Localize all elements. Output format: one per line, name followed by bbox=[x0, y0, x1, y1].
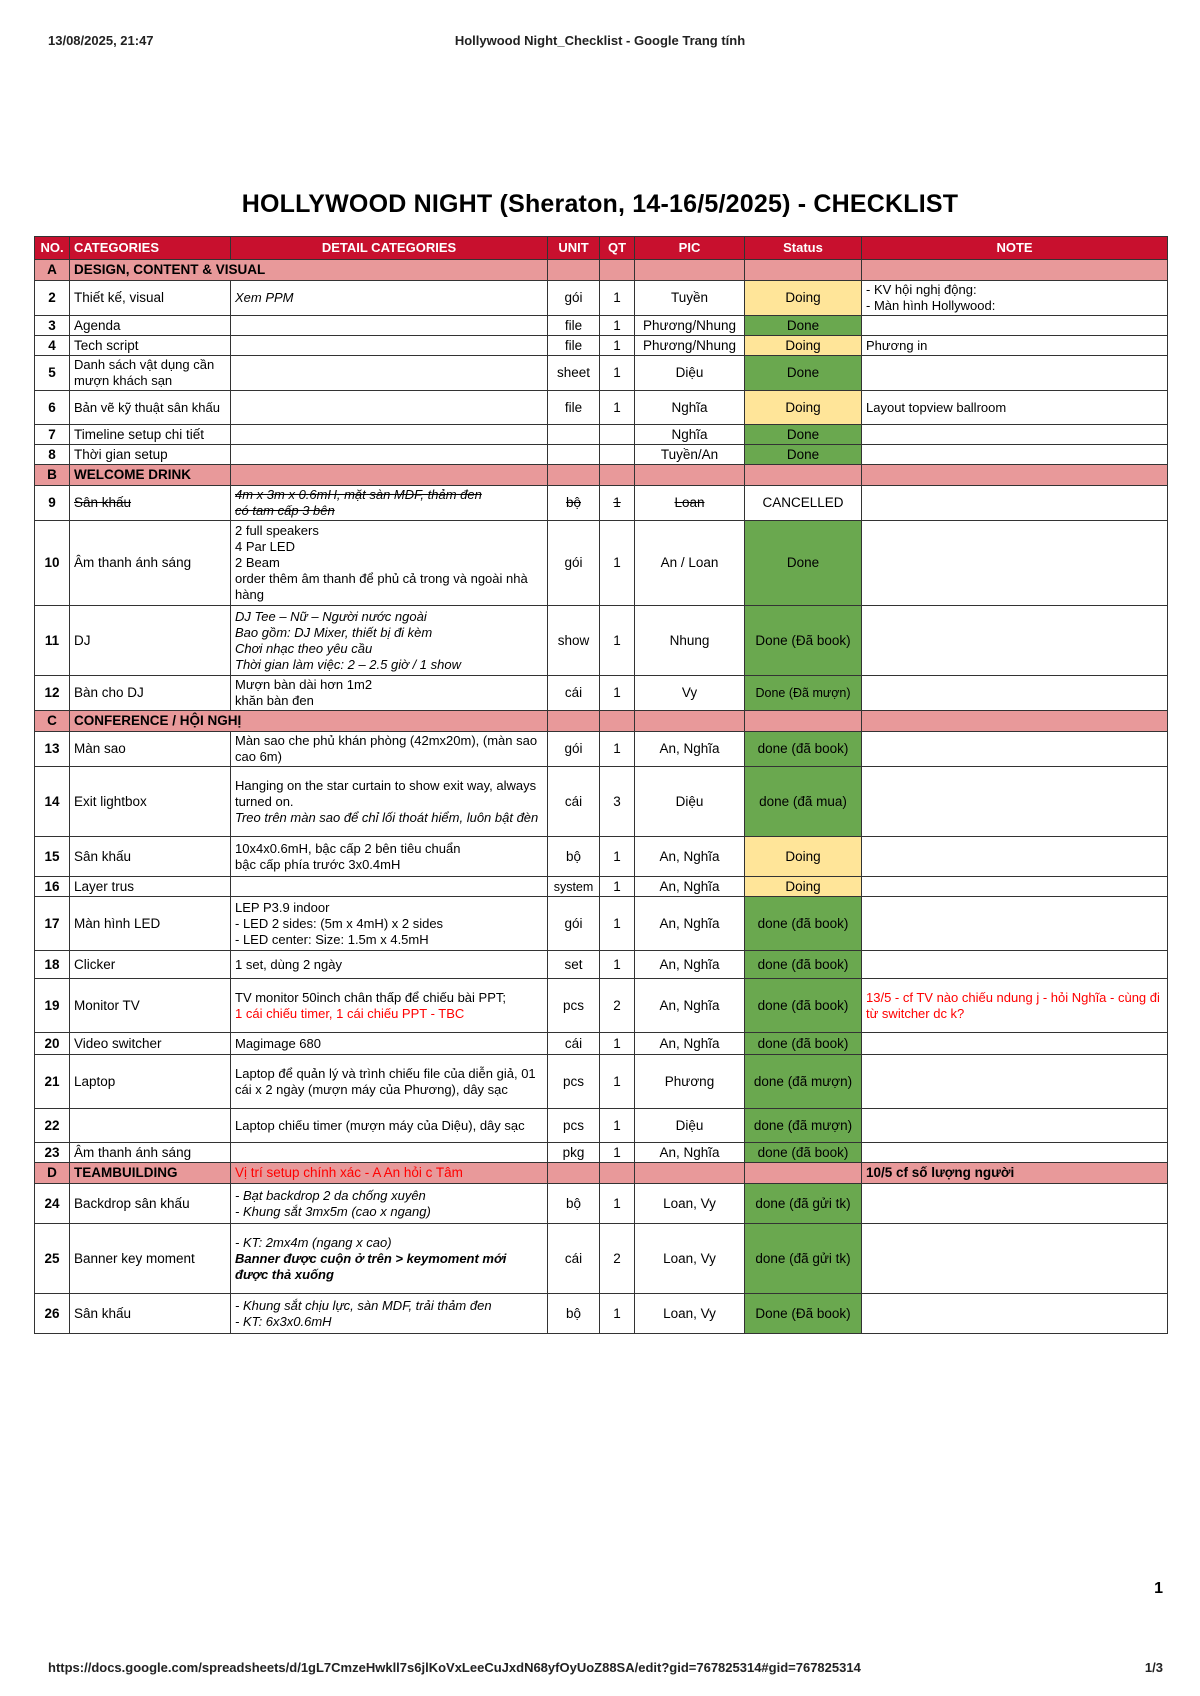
table-row bbox=[35, 521, 1168, 606]
row-unit[interactable]: gói bbox=[548, 897, 600, 951]
row-no[interactable]: 15 bbox=[35, 837, 70, 877]
table-row bbox=[35, 676, 1168, 711]
detail-line: - KT: 2mx4m (ngang x cao) bbox=[235, 1234, 392, 1250]
row-status[interactable]: done (đã book) bbox=[745, 979, 862, 1033]
row-qt[interactable]: 1 bbox=[600, 1294, 635, 1334]
row-qt[interactable]: 1 bbox=[600, 951, 635, 979]
row-pic[interactable]: An, Nghĩa bbox=[635, 979, 745, 1033]
row-unit[interactable]: pcs bbox=[548, 1055, 600, 1109]
row-status[interactable]: Done bbox=[745, 356, 862, 391]
row-detail[interactable]: Laptop chiếu timer (mượn máy của Diệu), dây sạc bbox=[231, 1109, 548, 1143]
row-status[interactable]: Doing bbox=[745, 877, 862, 897]
row-no[interactable]: 22 bbox=[35, 1109, 70, 1143]
row-note[interactable] bbox=[862, 767, 1168, 837]
row-note[interactable] bbox=[862, 281, 1168, 316]
row-category[interactable] bbox=[70, 1109, 231, 1143]
row-no[interactable]: 11 bbox=[35, 606, 70, 676]
row-unit[interactable]: pcs bbox=[548, 1109, 600, 1143]
row-note[interactable] bbox=[862, 486, 1168, 521]
table-row bbox=[35, 606, 1168, 676]
detail-line: Banner được cuộn ở trên > keymoment mới được thả xuống bbox=[235, 1250, 507, 1282]
row-no[interactable]: 2 bbox=[35, 281, 70, 316]
row-qt[interactable]: 1 bbox=[600, 336, 635, 356]
row-pic[interactable]: Nghĩa bbox=[635, 391, 745, 425]
row-category[interactable]: Âm thanh ánh sáng bbox=[70, 521, 231, 606]
row-no[interactable]: 24 bbox=[35, 1184, 70, 1224]
row-no[interactable]: 6 bbox=[35, 391, 70, 425]
row-category[interactable]: Clicker bbox=[70, 951, 231, 979]
row-unit[interactable]: show bbox=[548, 606, 600, 676]
table-row bbox=[35, 445, 1168, 465]
col-header-no[interactable]: NO. bbox=[35, 237, 70, 260]
row-category[interactable]: Màn hình LED bbox=[70, 897, 231, 951]
row-unit[interactable] bbox=[548, 425, 600, 445]
table-row bbox=[35, 951, 1168, 979]
row-unit[interactable]: file bbox=[548, 316, 600, 336]
detail-line: - Khung sắt chịu lực, sàn MDF, trải thảm đen bbox=[235, 1297, 492, 1313]
footer-url: https://docs.google.com/spreadsheets/d/1gL7CmzeHwkll7s6jlKoVxLeeCuJxdN68yfOyUoZ88SA/edit?gid=767825314#gid=767825314 bbox=[48, 1660, 861, 1675]
row-category[interactable]: Layer trus bbox=[70, 877, 231, 897]
section-name[interactable]: CONFERENCE / HỘI NGHỊ bbox=[70, 711, 548, 732]
row-status[interactable]: Doing bbox=[745, 281, 862, 316]
section-row-d bbox=[35, 1163, 1168, 1184]
row-category[interactable]: Agenda bbox=[70, 316, 231, 336]
row-unit[interactable]: bộ bbox=[548, 837, 600, 877]
row-detail[interactable] bbox=[231, 356, 548, 391]
row-qt[interactable]: 1 bbox=[600, 1143, 635, 1163]
footer-page-count: 1/3 bbox=[1144, 1660, 1163, 1675]
row-unit[interactable]: set bbox=[548, 951, 600, 979]
row-qt[interactable]: 1 bbox=[600, 877, 635, 897]
detail-line: Mượn bàn dài hơn 1m2 bbox=[235, 677, 373, 692]
detail-line: order thêm âm thanh để phủ cả trong và ngoài nhà hàng bbox=[235, 571, 528, 602]
row-status[interactable]: done (đã gửi tk) bbox=[745, 1184, 862, 1224]
row-detail[interactable] bbox=[231, 676, 548, 711]
detail-line: Chơi nhạc theo yêu cầu bbox=[235, 640, 373, 656]
row-category[interactable]: Âm thanh ánh sáng bbox=[70, 1143, 231, 1163]
row-pic[interactable]: Loan, Vy bbox=[635, 1224, 745, 1294]
row-no[interactable]: 23 bbox=[35, 1143, 70, 1163]
detail-line: Hanging on the star curtain to show exit way, always turned on. bbox=[235, 777, 537, 809]
row-unit[interactable]: cái bbox=[548, 676, 600, 711]
row-qt[interactable]: 1 bbox=[600, 1055, 635, 1109]
row-no[interactable]: 9 bbox=[35, 486, 70, 521]
row-note[interactable] bbox=[862, 1143, 1168, 1163]
row-status[interactable]: done (đã mượn) bbox=[745, 1055, 862, 1109]
row-pic[interactable]: An, Nghĩa bbox=[635, 877, 745, 897]
row-qt[interactable]: 3 bbox=[600, 767, 635, 837]
detail-line: - LED 2 sides: (5m x 4mH) x 2 sides bbox=[235, 915, 444, 931]
row-pic[interactable]: An, Nghĩa bbox=[635, 897, 745, 951]
section-row-c bbox=[35, 711, 1168, 732]
table-row bbox=[35, 1143, 1168, 1163]
row-note[interactable] bbox=[862, 1055, 1168, 1109]
row-status[interactable]: Done (Đã book) bbox=[745, 606, 862, 676]
row-qt[interactable]: 1 bbox=[600, 316, 635, 336]
table-row bbox=[35, 1055, 1168, 1109]
row-pic[interactable]: Tuyền bbox=[635, 281, 745, 316]
table-row bbox=[35, 1033, 1168, 1055]
row-detail[interactable] bbox=[231, 391, 548, 425]
row-pic[interactable]: Loan, Vy bbox=[635, 1184, 745, 1224]
detail-line: TV monitor 50inch chân thấp để chiếu bài PPT; bbox=[235, 989, 506, 1005]
table-row bbox=[35, 356, 1168, 391]
detail-line: 2 full speakers bbox=[235, 523, 319, 538]
col-header-status[interactable]: Status bbox=[745, 237, 862, 260]
row-pic[interactable]: Phương/Nhung bbox=[635, 316, 745, 336]
row-unit[interactable]: cái bbox=[548, 767, 600, 837]
row-category[interactable]: DJ bbox=[70, 606, 231, 676]
row-unit[interactable]: gói bbox=[548, 281, 600, 316]
row-pic[interactable]: Loan, Vy bbox=[635, 1294, 745, 1334]
row-no[interactable]: 3 bbox=[35, 316, 70, 336]
row-detail[interactable] bbox=[231, 1224, 548, 1294]
row-note[interactable] bbox=[862, 897, 1168, 951]
row-status[interactable]: Done bbox=[745, 445, 862, 465]
row-pic[interactable]: Diệu bbox=[635, 1109, 745, 1143]
row-pic[interactable]: An, Nghĩa bbox=[635, 1033, 745, 1055]
detail-line: Bao gồm: DJ Mixer, thiết bị đi kèm bbox=[235, 624, 433, 640]
row-detail[interactable] bbox=[231, 425, 548, 445]
section-no[interactable]: A bbox=[35, 260, 70, 281]
row-category[interactable]: Thời gian setup bbox=[70, 445, 231, 465]
row-no[interactable]: 5 bbox=[35, 356, 70, 391]
row-pic[interactable]: Loan bbox=[635, 486, 745, 521]
row-status[interactable]: Doing bbox=[745, 391, 862, 425]
row-detail[interactable] bbox=[231, 1143, 548, 1163]
row-category[interactable]: Thiết kế, visual bbox=[70, 281, 231, 316]
print-datetime: 13/08/2025, 21:47 bbox=[48, 33, 154, 48]
row-unit[interactable]: pkg bbox=[548, 1143, 600, 1163]
row-category[interactable]: Video switcher bbox=[70, 1033, 231, 1055]
row-detail[interactable] bbox=[231, 837, 548, 877]
row-category[interactable]: Timeline setup chi tiết bbox=[70, 425, 231, 445]
row-status[interactable]: done (đã gửi tk) bbox=[745, 1224, 862, 1294]
row-no[interactable]: 21 bbox=[35, 1055, 70, 1109]
row-note[interactable] bbox=[862, 1184, 1168, 1224]
page-number: 1 bbox=[1154, 1580, 1163, 1597]
col-header-unit[interactable]: UNIT bbox=[548, 237, 600, 260]
row-unit[interactable]: bộ bbox=[548, 1184, 600, 1224]
row-pic[interactable]: Phương bbox=[635, 1055, 745, 1109]
row-status[interactable]: done (đã mượn) bbox=[745, 1109, 862, 1143]
row-detail[interactable] bbox=[231, 336, 548, 356]
detail-line: Thời gian làm việc: 2 – 2.5 giờ / 1 show bbox=[235, 656, 461, 672]
row-category[interactable]: Danh sách vật dụng cần mượn khách sạn bbox=[70, 356, 231, 391]
col-header-detail[interactable]: DETAIL CATEGORIES bbox=[231, 237, 548, 260]
row-detail[interactable]: 1 set, dùng 2 ngày bbox=[231, 951, 548, 979]
row-pic[interactable]: An, Nghĩa bbox=[635, 951, 745, 979]
table-row bbox=[35, 732, 1168, 767]
row-note[interactable] bbox=[862, 676, 1168, 711]
row-qt[interactable]: 1 bbox=[600, 391, 635, 425]
row-pic[interactable]: Nghĩa bbox=[635, 425, 745, 445]
row-note[interactable] bbox=[862, 316, 1168, 336]
row-category[interactable]: Bản vẽ kỹ thuật sân khấu bbox=[70, 391, 231, 425]
section-name[interactable]: WELCOME DRINK bbox=[70, 465, 231, 486]
row-detail[interactable] bbox=[231, 1184, 548, 1224]
row-category[interactable]: Laptop bbox=[70, 1055, 231, 1109]
row-pic[interactable]: An, Nghĩa bbox=[635, 837, 745, 877]
row-qt[interactable]: 1 bbox=[600, 486, 635, 521]
row-note[interactable] bbox=[862, 1033, 1168, 1055]
table-row bbox=[35, 1294, 1168, 1334]
detail-line: - Khung sắt 3mx5m (cao x ngang) bbox=[235, 1203, 431, 1219]
row-pic[interactable]: Phương/Nhung bbox=[635, 336, 745, 356]
row-pic[interactable]: Diệu bbox=[635, 767, 745, 837]
detail-line: 4 Par LED bbox=[235, 539, 295, 554]
col-header-pic[interactable]: PIC bbox=[635, 237, 745, 260]
row-pic[interactable]: An, Nghĩa bbox=[635, 732, 745, 767]
section-name[interactable]: DESIGN, CONTENT & VISUAL bbox=[70, 260, 548, 281]
row-category[interactable]: Bàn cho DJ bbox=[70, 676, 231, 711]
row-unit[interactable] bbox=[548, 445, 600, 465]
row-note[interactable] bbox=[862, 732, 1168, 767]
row-unit[interactable]: system bbox=[548, 877, 600, 897]
row-qt[interactable]: 1 bbox=[600, 606, 635, 676]
row-note[interactable]: Layout topview ballroom bbox=[862, 391, 1168, 425]
row-qt[interactable]: 1 bbox=[600, 521, 635, 606]
table-row bbox=[35, 281, 1168, 316]
row-note[interactable] bbox=[862, 445, 1168, 465]
row-unit[interactable]: file bbox=[548, 336, 600, 356]
row-detail[interactable] bbox=[231, 979, 548, 1033]
row-pic[interactable]: Vy bbox=[635, 676, 745, 711]
row-pic[interactable]: An / Loan bbox=[635, 521, 745, 606]
row-status[interactable]: Done bbox=[745, 316, 862, 336]
table-row bbox=[35, 1224, 1168, 1294]
table-row bbox=[35, 877, 1168, 897]
row-qt[interactable]: 1 bbox=[600, 897, 635, 951]
row-no[interactable]: 16 bbox=[35, 877, 70, 897]
row-status[interactable]: Done bbox=[745, 425, 862, 445]
table-row bbox=[35, 897, 1168, 951]
row-unit[interactable]: sheet bbox=[548, 356, 600, 391]
row-category[interactable]: Monitor TV bbox=[70, 979, 231, 1033]
table-row bbox=[35, 425, 1168, 445]
row-no[interactable]: 13 bbox=[35, 732, 70, 767]
row-category[interactable]: Backdrop sân khấu bbox=[70, 1184, 231, 1224]
row-qt[interactable]: 1 bbox=[600, 732, 635, 767]
row-note[interactable] bbox=[862, 521, 1168, 606]
row-no[interactable]: 14 bbox=[35, 767, 70, 837]
row-note[interactable] bbox=[862, 1109, 1168, 1143]
row-note[interactable] bbox=[862, 877, 1168, 897]
note-line: - KV hội nghị động: bbox=[866, 282, 977, 297]
row-pic[interactable]: Tuyền/An bbox=[635, 445, 745, 465]
detail-line: có tam cấp 3 bên bbox=[235, 503, 335, 518]
row-category[interactable]: Tech script bbox=[70, 336, 231, 356]
table-row bbox=[35, 1184, 1168, 1224]
row-status[interactable]: Done (Đã mượn) bbox=[745, 676, 862, 711]
table-header-row bbox=[35, 237, 1168, 260]
row-unit[interactable]: cái bbox=[548, 1033, 600, 1055]
table-row bbox=[35, 486, 1168, 521]
row-qt[interactable]: 1 bbox=[600, 837, 635, 877]
row-qt[interactable]: 1 bbox=[600, 1184, 635, 1224]
table-row bbox=[35, 336, 1168, 356]
row-note[interactable] bbox=[862, 606, 1168, 676]
row-no[interactable]: 4 bbox=[35, 336, 70, 356]
table-row bbox=[35, 316, 1168, 336]
section-row-b bbox=[35, 465, 1168, 486]
table-row bbox=[35, 979, 1168, 1033]
row-detail[interactable] bbox=[231, 316, 548, 336]
row-no[interactable]: 12 bbox=[35, 676, 70, 711]
detail-line: - Bạt backdrop 2 da chống xuyên bbox=[235, 1187, 426, 1203]
detail-line: 2 Beam bbox=[235, 555, 280, 570]
document-title: HOLLYWOOD NIGHT (Sheraton, 14-16/5/2025) - CHECKLIST bbox=[241, 190, 959, 218]
table-row bbox=[35, 391, 1168, 425]
row-detail[interactable]: Magimage 680 bbox=[231, 1033, 548, 1055]
row-no[interactable]: 10 bbox=[35, 521, 70, 606]
detail-line: - LED center: Size: 1.5m x 4.5mH bbox=[235, 931, 429, 947]
section-name[interactable]: TEAMBUILDING bbox=[70, 1163, 231, 1184]
row-note[interactable] bbox=[862, 356, 1168, 391]
row-note[interactable] bbox=[862, 1294, 1168, 1334]
row-qt[interactable]: 1 bbox=[600, 281, 635, 316]
row-note[interactable] bbox=[862, 1224, 1168, 1294]
row-detail[interactable] bbox=[231, 486, 548, 521]
checklist-table bbox=[34, 236, 1168, 1334]
row-unit[interactable]: pcs bbox=[548, 979, 600, 1033]
detail-line: 10x4x0.6mH, bậc cấp 2 bên tiêu chuẩn bbox=[235, 840, 461, 856]
row-unit[interactable]: file bbox=[548, 391, 600, 425]
detail-line: 1 cái chiếu timer, 1 cái chiếu PPT - TBC bbox=[235, 1005, 465, 1021]
row-category[interactable]: Sân khấu bbox=[70, 1294, 231, 1334]
row-no[interactable]: 20 bbox=[35, 1033, 70, 1055]
row-category[interactable]: Sân khấu bbox=[70, 837, 231, 877]
section-no[interactable]: D bbox=[35, 1163, 70, 1184]
table-row bbox=[35, 767, 1168, 837]
row-note[interactable] bbox=[862, 951, 1168, 979]
row-qt[interactable] bbox=[600, 445, 635, 465]
row-detail[interactable] bbox=[231, 445, 548, 465]
row-note[interactable]: Phương in bbox=[862, 336, 1168, 356]
col-header-note[interactable]: NOTE bbox=[862, 237, 1168, 260]
row-status[interactable]: done (đã book) bbox=[745, 1143, 862, 1163]
row-status[interactable]: done (đã book) bbox=[745, 732, 862, 767]
row-unit[interactable]: gói bbox=[548, 732, 600, 767]
row-unit[interactable]: cái bbox=[548, 1224, 600, 1294]
row-category[interactable]: Exit lightbox bbox=[70, 767, 231, 837]
row-qt[interactable]: 1 bbox=[600, 676, 635, 711]
row-note[interactable]: 13/5 - cf TV nào chiếu ndung j - hỏi Nghĩa - cùng đi từ switcher dc k? bbox=[862, 979, 1168, 1033]
row-category[interactable]: Banner key moment bbox=[70, 1224, 231, 1294]
row-qt[interactable]: 1 bbox=[600, 1033, 635, 1055]
row-qt[interactable]: 2 bbox=[600, 1224, 635, 1294]
row-unit[interactable]: bộ bbox=[548, 1294, 600, 1334]
col-header-categories[interactable]: CATEGORIES bbox=[70, 237, 231, 260]
row-detail[interactable]: Xem PPM bbox=[231, 281, 548, 316]
row-status[interactable]: Done bbox=[745, 521, 862, 606]
row-category[interactable]: Màn sao bbox=[70, 732, 231, 767]
row-no[interactable]: 19 bbox=[35, 979, 70, 1033]
row-status[interactable]: Doing bbox=[745, 336, 862, 356]
row-note[interactable] bbox=[862, 837, 1168, 877]
detail-line: LEP P3.9 indoor bbox=[235, 899, 330, 915]
section-row-a bbox=[35, 260, 1168, 281]
row-category[interactable]: Sân khấu bbox=[70, 486, 231, 521]
row-status[interactable]: CANCELLED bbox=[745, 486, 862, 521]
row-no[interactable]: 26 bbox=[35, 1294, 70, 1334]
row-status[interactable]: done (đã book) bbox=[745, 951, 862, 979]
print-page-title: Hollywood Night_Checklist - Google Trang tính bbox=[454, 33, 746, 48]
row-detail[interactable] bbox=[231, 767, 548, 837]
row-unit[interactable]: bộ bbox=[548, 486, 600, 521]
note-line: - Màn hình Hollywood: bbox=[866, 298, 996, 313]
row-no[interactable]: 7 bbox=[35, 425, 70, 445]
section-no[interactable]: B bbox=[35, 465, 70, 486]
row-note[interactable] bbox=[862, 425, 1168, 445]
row-status[interactable]: Done (Đã book) bbox=[745, 1294, 862, 1334]
section-detail[interactable]: Vị trí setup chính xác - A An hỏi c Tâm bbox=[231, 1163, 548, 1184]
row-qt[interactable]: 1 bbox=[600, 356, 635, 391]
row-no[interactable]: 25 bbox=[35, 1224, 70, 1294]
row-pic[interactable]: An, Nghĩa bbox=[635, 1143, 745, 1163]
detail-line: bậc cấp phía trước 3x0.4mH bbox=[235, 856, 401, 872]
detail-line: khăn bàn đen bbox=[235, 693, 314, 708]
detail-line: DJ Tee – Nữ – Người nước ngoài bbox=[235, 608, 427, 624]
col-header-qt[interactable]: QT bbox=[600, 237, 635, 260]
row-detail[interactable] bbox=[231, 606, 548, 676]
row-unit[interactable]: gói bbox=[548, 521, 600, 606]
row-qt[interactable] bbox=[600, 425, 635, 445]
table-row bbox=[35, 1109, 1168, 1143]
row-qt[interactable]: 1 bbox=[600, 1109, 635, 1143]
row-status[interactable]: Doing bbox=[745, 837, 862, 877]
row-status[interactable]: done (đã book) bbox=[745, 897, 862, 951]
detail-line: Treo trên màn sao để chỉ lối thoát hiểm, luôn bật đèn bbox=[235, 809, 539, 825]
row-detail[interactable]: Màn sao che phủ khán phòng (42mx20m), (màn sao cao 6m) bbox=[231, 732, 548, 767]
row-detail[interactable] bbox=[231, 897, 548, 951]
row-pic[interactable]: Diệu bbox=[635, 356, 745, 391]
table-row bbox=[35, 837, 1168, 877]
section-note[interactable]: 10/5 cf số lượng người bbox=[862, 1163, 1168, 1184]
row-qt[interactable]: 2 bbox=[600, 979, 635, 1033]
row-detail[interactable] bbox=[231, 877, 548, 897]
row-pic[interactable]: Nhung bbox=[635, 606, 745, 676]
row-status[interactable]: done (đã book) bbox=[745, 1033, 862, 1055]
section-no[interactable]: C bbox=[35, 711, 70, 732]
row-detail[interactable]: Laptop để quản lý và trình chiếu file của diễn giả, 01 cái x 2 ngày (mượn máy của Phương), dây sạc bbox=[231, 1055, 548, 1109]
row-no[interactable]: 18 bbox=[35, 951, 70, 979]
detail-line: 4m x 3m x 0.6mH, mặt sàn MDF, thảm đen bbox=[235, 487, 482, 502]
row-status[interactable]: done (đã mua) bbox=[745, 767, 862, 837]
detail-line: - KT: 6x3x0.6mH bbox=[235, 1313, 332, 1329]
row-detail[interactable] bbox=[231, 521, 548, 606]
row-no[interactable]: 8 bbox=[35, 445, 70, 465]
row-detail[interactable] bbox=[231, 1294, 548, 1334]
row-no[interactable]: 17 bbox=[35, 897, 70, 951]
